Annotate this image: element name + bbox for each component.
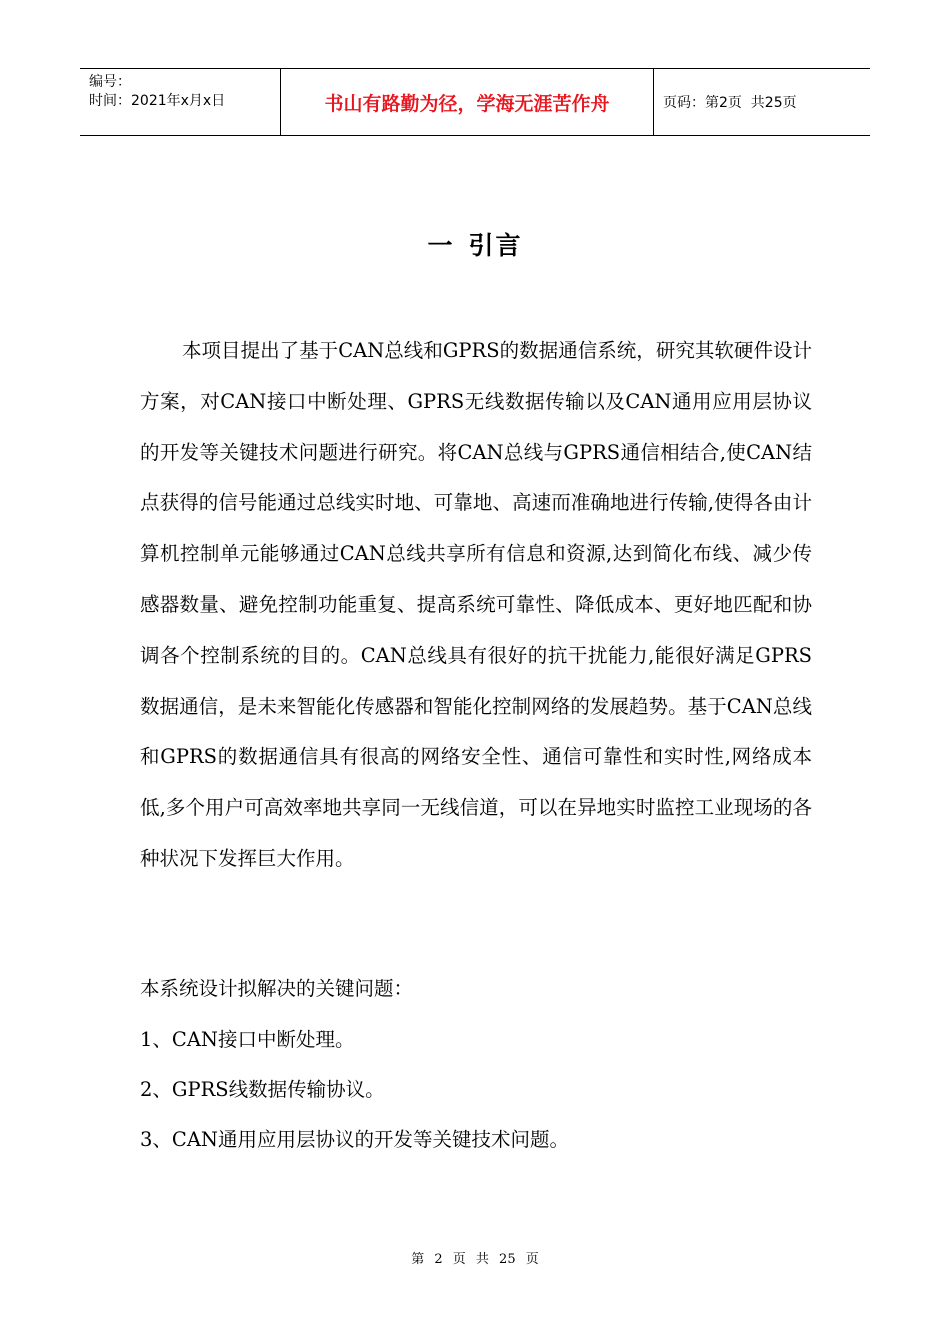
header-table: [80, 68, 870, 136]
list-item: 3、CAN通用应用层协议的开发等关键技术问题。: [140, 1128, 569, 1151]
section-title: 引言: [468, 231, 523, 260]
intro-paragraph: 本项目提出了基于CAN总线和GPRS的数据通信系统，研究其软硬件设计方案，对CAN接口中断处理、GPRS无线数据传输以及CAN通用应用层协议的开发等关键技术问题进行研究。将CAN总线与GPRS通信相结合,使CAN结点获得的信号能通过总线实时地、可靠地、高速而准确地进行传输,使得各由计算机控制单元能够通过CAN总线共享所有信息和资源,达到简化布线、减少传感器数量、避免控制功能重复、提高系统可靠性、降低成本、更好地匹配和协调各个控制系统的目的。CAN总线具有很好的抗干扰能力,能很好满足GPRS数据通信，是未来智能化传感器和智能化控制网络的发展趋势。基于CAN总线和GPRS的数据通信具有很高的网络安全性、通信可靠性和实时性,网络成本低,多个用户可高效率地共享同一无线信道，可以在异地实时监控工业现场的各种状况下发挥巨大作用。: [140, 339, 812, 870]
header-motto-cell: [281, 69, 654, 135]
header-page-cell: [654, 69, 870, 135]
document-number-label: 编号：: [89, 74, 131, 90]
header-motto: 书山有路勤为径，学海无涯苦作舟: [324, 92, 610, 115]
section-heading: [0, 226, 950, 262]
page-footer: [0, 1248, 950, 1267]
header-page-code: 页码：第2页 共25页: [663, 95, 797, 111]
document-time-label: 时间：2021年x月x日: [89, 93, 226, 109]
header-meta-cell: [80, 69, 281, 135]
list-item: 1、CAN接口中断处理。: [140, 1028, 355, 1051]
section-number: 一: [427, 231, 455, 260]
list-item: 2、GPRS线数据传输协议。: [140, 1078, 385, 1101]
key-problems-intro: 本系统设计拟解决的关键问题：: [140, 977, 414, 1000]
footer-page-number: 第 2 页 共 25 页: [411, 1252, 539, 1267]
